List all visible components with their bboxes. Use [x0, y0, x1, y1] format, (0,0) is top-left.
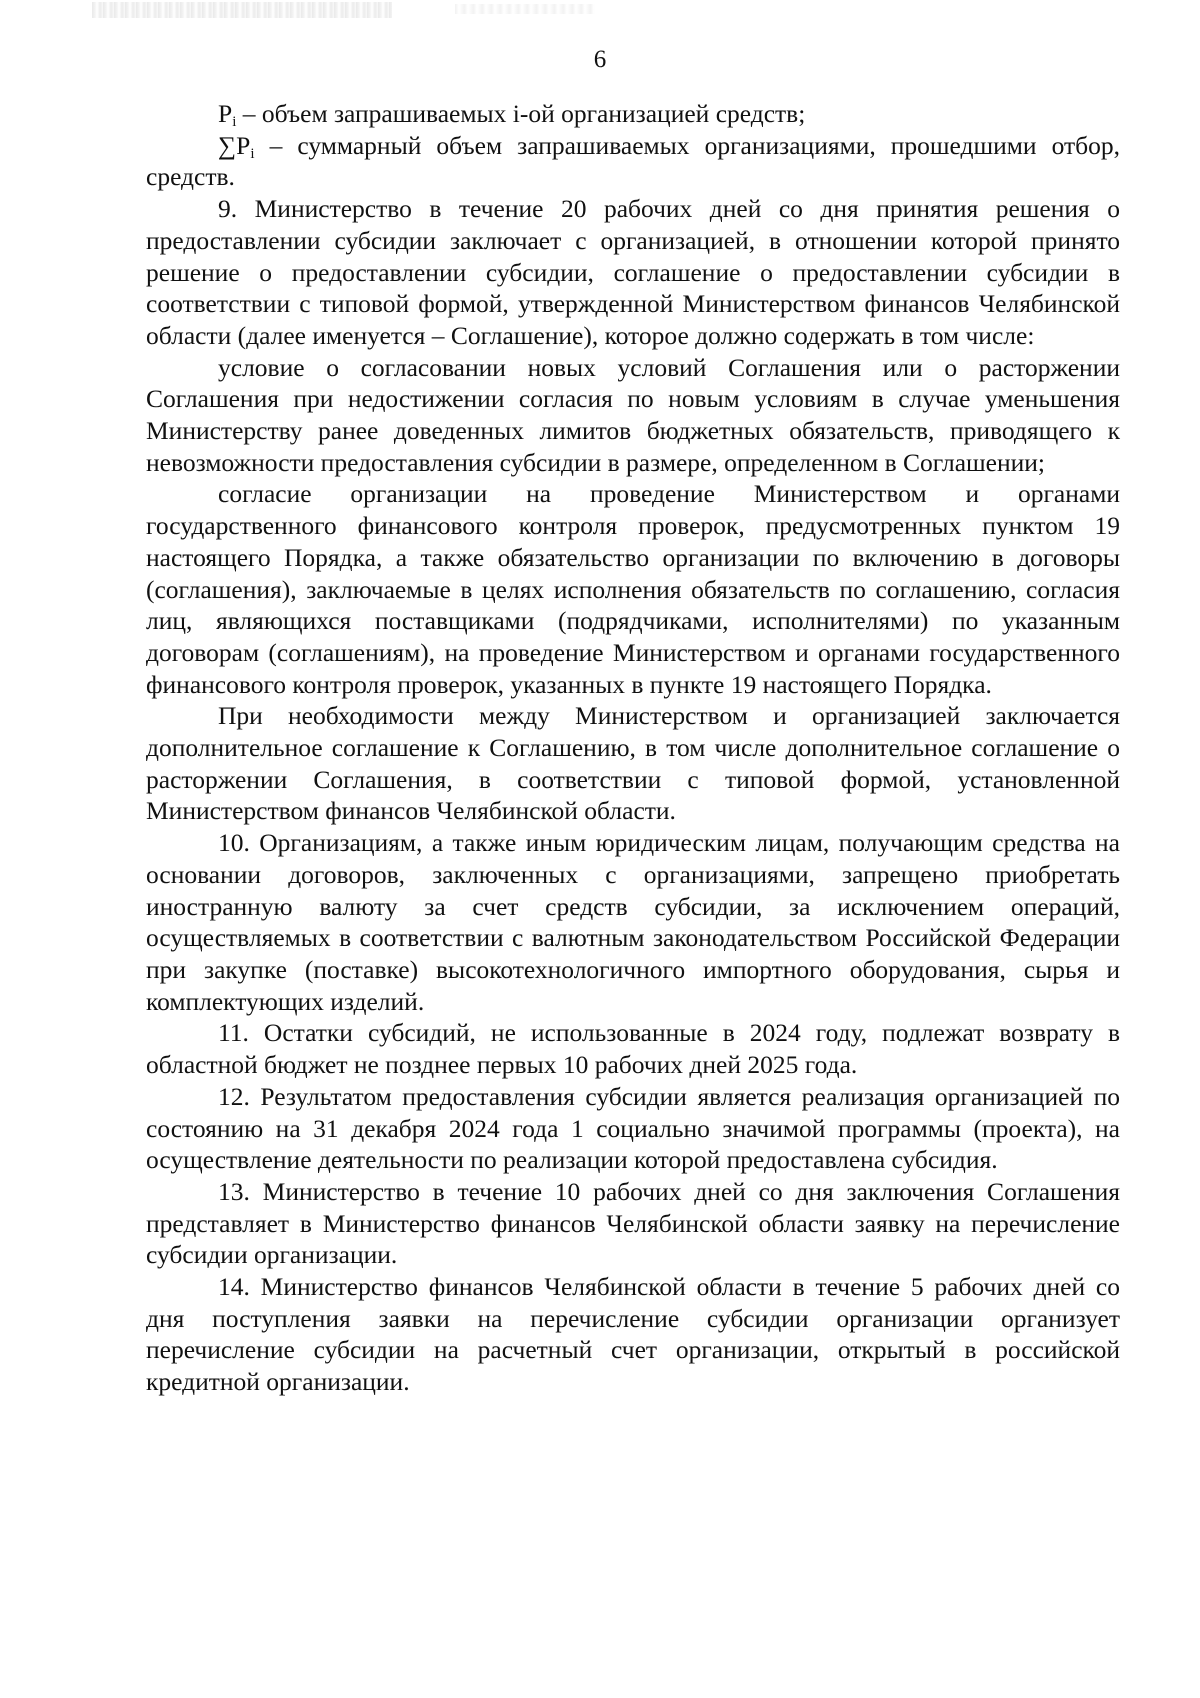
formula-index: i — [250, 145, 255, 162]
document-body — [146, 98, 1120, 1398]
formula-text: – объем запрашиваемых i-ой организацией средств; — [236, 99, 806, 128]
paragraph-12: 12. Результатом предоставления субсидии является реализация организацией по состоянию на 31 декабря 2024 года 1 социально значимой программы (проекта), на осуществление деятельности по реализации которой предоставлена субсидия. — [146, 1081, 1120, 1175]
paragraph-10: 10. Организациям, а также иным юридическим лицам, получающим средства на основании договоров, заключенных с организациями, запрещено приобретать иностранную валюту за счет средств субсидии, за исключением операций, осуществляемых в соответствии с валютным законодательством Российской Федерации при закупке (поставке) высокотехнологичного импортного оборудования, сырья и комплектующих изделий. — [146, 828, 1120, 1016]
formula-definition-pi — [146, 98, 1120, 130]
scan-artifact — [92, 2, 392, 18]
paragraph-9-additional: При необходимости между Министерством и организацией заключается дополнительное соглашение к Соглашению, в том числе дополнительное соглашение о расторжении Соглашения, в соответствии с типовой формой, установленной Министерством финансов Челябинской области. — [146, 701, 1120, 826]
paragraph-9-consent: согласие организации на проведение Министерством и органами государственного финансового контроля проверок, предусмотренных пунктом 19 настоящего Порядка, а также обязательство организации по включению в договоры (соглашения), заключаемые в целях исполнения обязательств по соглашению, согласия лиц, являющихся поставщиками (подрядчиками, исполнителями) по указанным договорам (соглашениям), на проведение Министерством и органами государственного финансового контроля проверок, указанных в пункте 19 настоящего Порядка. — [146, 479, 1120, 699]
formula-symbol: ∑P — [218, 130, 251, 160]
paragraph-9: 9. Министерство в течение 20 рабочих дней со дня принятия решения о предоставлении субсидии заключает с организацией, в отношении которой принято решение о предоставлении субсидии, соглашение о предоставлении субсидии в соответствии с типовой формой, утвержденной Министерством финансов Челябинской области (далее именуется – Соглашение), которое должно содержать в том числе: — [146, 194, 1120, 350]
formula-text: – суммарный объем запрашиваемых организациями, прошедшими отбор, средств. — [146, 130, 1120, 192]
paragraph-9-condition: условие о согласовании новых условий Соглашения или о расторжении Соглашения при недостижении согласия по новым условиям в случае уменьшения Министерству ранее доведенных лимитов бюджетных обязательств, приводящего к невозможности предоставления субсидии в размере, определенном в Соглашении; — [146, 352, 1120, 477]
formula-symbol: P — [218, 99, 233, 128]
page-number: 6 — [593, 46, 607, 73]
paragraph-14: 14. Министерство финансов Челябинской области в течение 5 рабочих дней со дня поступления заявки на перечисление субсидии организации организует перечисление субсидии на расчетный счет организации, открытый в российской кредитной организации. — [146, 1272, 1120, 1397]
paragraph-11: 11. Остатки субсидий, не использованные в 2024 году, подлежат возврату в областной бюджет не позднее первых 10 рабочих дней 2025 года. — [146, 1018, 1120, 1080]
formula-index: i — [232, 114, 237, 130]
paragraph-13: 13. Министерство в течение 10 рабочих дней со дня заключения Соглашения представляет в Министерство финансов Челябинской области заявку на перечисление субсидии организации. — [146, 1176, 1120, 1270]
scan-artifact — [455, 4, 595, 14]
formula-definition-sum — [146, 130, 1120, 193]
